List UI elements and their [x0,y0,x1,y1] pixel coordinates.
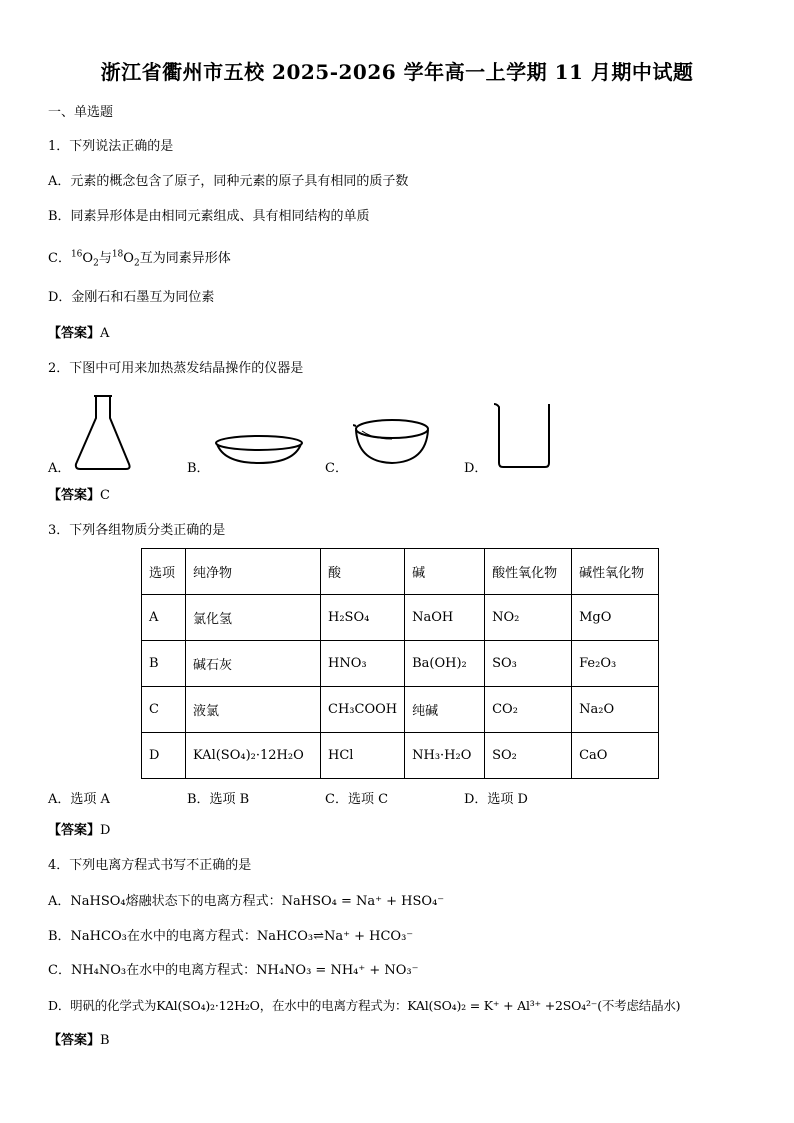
q1-c-oxygen: O [82,251,94,266]
table-header-cell: 选项 [142,549,186,595]
table-row [142,595,659,641]
q1-c-prefix: C． [48,251,71,266]
table-header-cell: 酸 [321,549,405,595]
table-row [142,733,659,779]
table-cell: 液氯 [186,687,321,733]
q2-option-b-label: B． [187,461,210,476]
q3-option-d: D．选项 D [464,792,528,807]
table-cell: H₂SO₄ [321,595,405,641]
q4-stem: 4．下列电离方程式书写不正确的是 [48,858,252,873]
q1-c-mass1: 16 [70,249,83,260]
table-cell: CH₃COOH [321,687,405,733]
answer-value: D [100,823,111,838]
evaporating-dish-icon [353,417,431,467]
answer-label: 【答案】 [48,1033,101,1048]
table-cell: CO₂ [485,687,572,733]
q4-option-a: A．NaHSO₄熔融状态下的电离方程式：NaHSO₄ = Na⁺ + HSO₄⁻ [48,894,445,909]
q2-option-a-label: A． [48,461,71,476]
section-heading: 一、单选题 [48,105,114,120]
answer-value: C [100,488,110,503]
q3-option-a: A．选项 A [48,792,110,807]
table-row [142,687,659,733]
conical-flask-icon [72,394,134,472]
q4-answer [48,1032,110,1050]
q2-stem: 2．下图中可用来加热蒸发结晶操作的仪器是 [48,361,304,376]
table-cell: Fe₂O₃ [572,641,659,687]
table-cell: A [142,595,186,641]
table-cell: 氯化氢 [186,595,321,641]
answer-label: 【答案】 [48,823,101,838]
q1-c-tail: 互为同素异形体 [139,251,231,266]
table-cell: HCl [321,733,405,779]
table-cell: NH₃·H₂O [405,733,485,779]
table-cell: NaOH [405,595,485,641]
q4-option-b: B．NaHCO₃在水中的电离方程式：NaHCO₃⇌Na⁺ + HCO₃⁻ [48,929,414,944]
table-header-cell: 纯净物 [186,549,321,595]
q2-option-d-label: D． [464,461,488,476]
q2-answer [48,487,110,505]
q1-c-sub2: 2 [133,258,140,269]
table-cell: C [142,687,186,733]
table-cell: SO₃ [485,641,572,687]
q1-option-b: B．同素异形体是由相同元素组成、具有相同结构的单质 [48,209,370,224]
q1-c-sub1: 2 [93,258,99,269]
q3-option-c: C．选项 C [325,792,389,807]
q3-option-b: B．选项 B [187,792,250,807]
q2-option-c-label: C． [325,461,348,476]
answer-label: 【答案】 [48,488,101,503]
q1-option-c [48,250,231,268]
q1-stem: 1．下列说法正确的是 [48,139,174,154]
beaker-icon [493,401,553,469]
table-header-cell: 碱性氧化物 [572,549,659,595]
table-cell: CaO [572,733,659,779]
q4-option-c: C．NH₄NO₃在水中的电离方程式：NH₄NO₃ = NH₄⁺ + NO₃⁻ [48,963,419,978]
table-cell: NO₂ [485,595,572,641]
page-title: 浙江省衢州市五校 2025-2026 学年高一上学期 11 月期中试题 [100,60,694,84]
table-cell: Na₂O [572,687,659,733]
table-cell: Ba(OH)₂ [405,641,485,687]
q1-c-oxygen2: O [123,251,134,266]
q1-option-d: D．金刚石和石墨互为同位素 [48,290,215,305]
q4-option-d: D．明矾的化学式为KAl(SO₄)₂·12H₂O，在水中的电离方程式为：KAl(SO₄)₂ = K⁺ + Al³⁺ +2SO₄²⁻(不考虑结晶水) [48,998,681,1013]
table-row [142,641,659,687]
table-header-cell: 酸性氧化物 [485,549,572,595]
q3-answer [48,822,110,840]
table-cell: SO₂ [485,733,572,779]
table-cell: 纯碱 [405,687,485,733]
table-cell: B [142,641,186,687]
table-cell: MgO [572,595,659,641]
q3-stem: 3．下列各组物质分类正确的是 [48,523,226,538]
answer-value: B [100,1033,110,1048]
q1-c-with: 与 [98,251,112,266]
classification-table [141,548,659,779]
q1-c-mass2: 18 [111,249,124,260]
table-cell: KAl(SO₄)₂·12H₂O [186,733,321,779]
table-cell: D [142,733,186,779]
answer-value: A [100,326,110,341]
q1-option-a: A．元素的概念包含了原子，同种元素的原子具有相同的质子数 [48,174,409,189]
table-cell: HNO₃ [321,641,405,687]
table-header-cell: 碱 [405,549,485,595]
watch-glass-icon [214,433,304,467]
table-cell: 碱石灰 [186,641,321,687]
answer-label: 【答案】 [48,326,101,341]
q1-answer [48,325,109,343]
table-header-row [142,549,659,595]
